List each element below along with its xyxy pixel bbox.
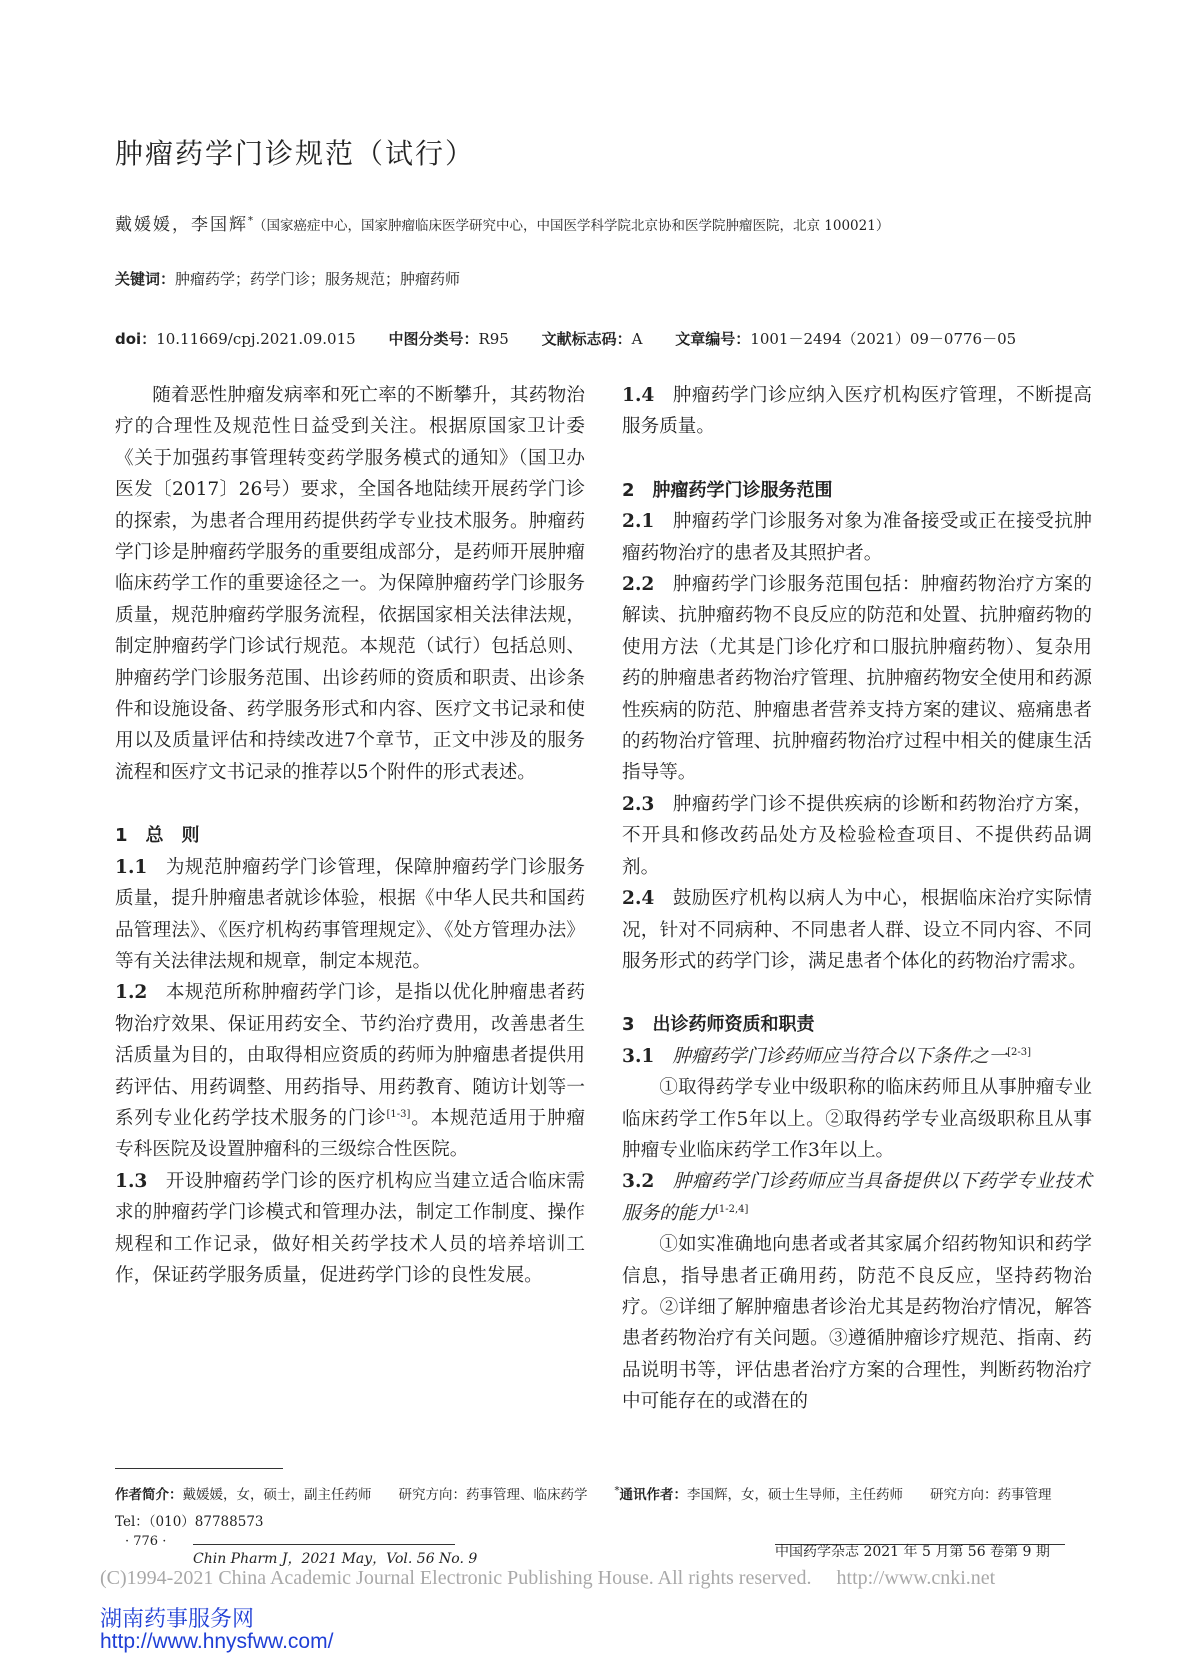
clause-lead: 肿瘤药学门诊药师应当具备提供以下药学专业技术服务的能力 [622, 1171, 1092, 1224]
clause-number: 3.1 [622, 1045, 655, 1067]
footnote-rule [115, 1468, 283, 1469]
site-url-link[interactable]: http://www.hnysfww.com/ [100, 1630, 334, 1653]
clause-text: 为规范肿瘤药学门诊管理，保障肿瘤药学门诊服务质量，提升肿瘤患者就诊体验，根据《中华人民共和国药品管理法》、《医疗机构药事管理规定》、《处方管理办法》等有关法律法规和规章，制定本规范。 [115, 856, 585, 972]
doi-label: doi： [115, 330, 157, 348]
keywords-label: 关键词： [115, 270, 176, 288]
clause-number: 3.2 [622, 1171, 655, 1193]
section-title: 肿瘤药学门诊服务范围 [652, 479, 833, 501]
article-value: 1001－2494（2021）09－0776－05 [750, 330, 1017, 348]
clause-2-1 [622, 506, 1092, 569]
section-number: 3 [622, 1014, 635, 1036]
doi-value: 10.11669/cpj.2021.09.015 [156, 330, 356, 348]
citation: [1-3] [386, 1108, 411, 1120]
author-footnote [115, 1482, 1090, 1536]
clause-number: 2.4 [622, 888, 655, 910]
clause-2-2 [622, 569, 1092, 789]
clause-text: 肿瘤药学门诊不提供疾病的诊断和药物治疗方案，不开具和修改药品处方及检验检查项目、不提供药品调剂。 [622, 793, 1092, 878]
clause-2-4 [622, 883, 1092, 977]
left-column [115, 380, 585, 1291]
article-title: 肿瘤药学门诊规范（试行） [115, 137, 476, 170]
author-line [115, 210, 889, 235]
clause-number: 1.1 [115, 856, 148, 878]
clause-1-1 [115, 852, 585, 978]
clause-text: 肿瘤药学门诊服务范围包括：肿瘤药物治疗方案的解读、抗肿瘤药物不良反应的防范和处置、抗肿瘤药物的使用方法（尤其是门诊化疗和口服抗肿瘤药物）、复杂用药的肿瘤患者药物治疗管理、抗肿瘤药物安全使用和药源性疾病的防范、肿瘤患者营养支持方案的建议、癌痛患者的药物治疗管理、抗肿瘤药物治疗过程中相关的健康生活指导等。 [622, 574, 1092, 784]
article-number [675, 330, 1016, 348]
clause-3-2-body: ①如实准确地向患者或者其家属介绍药物知识和药学信息，指导患者正确用药，防范不良反应，坚持药物治疗。②详细了解肿瘤患者诊治尤其是药物治疗情况，解答患者药物治疗有关问题。③遵循肿瘤诊疗规范、指南、药品说明书等，评估患者治疗方案的合理性，判断药物治疗中可能存在的或潜在的 [622, 1234, 1092, 1413]
clause-number: 2.3 [622, 793, 655, 815]
intro-paragraph: 随着恶性肿瘤发病率和死亡率的不断攀升，其药物治疗的合理性及规范性日益受到关注。根据原国家卫计委《关于加强药事管理转变药学服务模式的通知》（国卫办医发〔2017〕26号）要求，全国各地陆续开展药学门诊的探索，为患者合理用药提供药学专业技术服务。肿瘤药学门诊是肿瘤药学服务的重要组成部分，是药师开展肿瘤临床药学工作的重要途径之一。为保障肿瘤药学门诊服务质量，规范肿瘤药学服务流程，依据国家相关法律法规，制定肿瘤药学门诊试行规范。本规范（试行）包括总则、肿瘤药学门诊服务范围、出诊药师的资质和职责、出诊条件和设施设备、药学服务形式和内容、医疗文书记录和使用以及质量评估和持续改进7个章节，正文中涉及的服务流程和医疗文书记录的推荐以5个附件的形式表述。 [115, 385, 585, 783]
clause-text: 开设肿瘤药学门诊的医疗机构应当建立适合临床需求的肿瘤药学门诊模式和管理办法，制定工作制度、操作规程和工作记录，做好相关药学技术人员的培养培训工作，保证药学服务质量，促进药学门诊的良性发展。 [115, 1170, 585, 1286]
section-title: 出诊药师资质和职责 [652, 1014, 815, 1036]
journal-citation-en: Chin Pharm J，2021 May，Vol. 56 No. 9 [193, 1551, 478, 1567]
citation: [1-2,4] [714, 1203, 749, 1215]
clause-1-2 [115, 977, 585, 1165]
clause-text: 鼓励医疗机构以病人为中心，根据临床治疗实际情况，针对不同病种、不同患者人群、设立不同内容、不同服务形式的药学门诊，满足患者个体化的药物治疗需求。 [622, 888, 1092, 972]
section-2-heading [622, 475, 1092, 506]
clause-3-2 [622, 1166, 1092, 1229]
footnote-star: * [614, 1485, 620, 1497]
clause-1-3 [115, 1166, 585, 1292]
clause-number: 1.2 [115, 982, 148, 1004]
corresponding-mark: * [248, 215, 253, 227]
citation: [2-3] [1007, 1046, 1031, 1058]
section-title: 总 则 [145, 825, 200, 847]
page-number: · 776 · [125, 1534, 167, 1549]
footnote-corr: 李国辉，女，硕士生导师，主任药师 研究方向：药事管理 Tel：（010）87788573 [115, 1487, 1079, 1530]
author-affiliation: （国家癌症中心，国家肿瘤临床医学研究中心，中国医学科学院北京协和医学院肿瘤医院，北京 100021） [253, 218, 890, 234]
footnote-intro: 戴媛媛，女，硕士，副主任药师 研究方向：药事管理、临床药学 [182, 1487, 615, 1503]
footnote-corr-label: 通讯作者： [619, 1487, 687, 1503]
clause-number: 2.2 [622, 574, 655, 596]
clc-value: R95 [478, 330, 509, 348]
doi [115, 330, 356, 348]
clc-label: 中图分类号： [388, 330, 479, 348]
clause-text: 肿瘤药学门诊服务对象为准备接受或正在接受抗肿瘤药物治疗的患者及其照护者。 [622, 511, 1092, 564]
right-column [622, 380, 1092, 1418]
copyright-watermark: (C)1994-2021 China Academic Journal Electronic Publishing House. All rights reserved. http://www.cnki.net [100, 1567, 996, 1589]
clause-number: 1.3 [115, 1170, 148, 1192]
article-label: 文章编号： [675, 330, 751, 348]
section-number: 1 [115, 825, 128, 847]
section-1-heading [115, 820, 585, 851]
keywords-text: 肿瘤药学；药学门诊；服务规范；肿瘤药师 [175, 270, 461, 288]
article-meta [115, 328, 1044, 349]
doccode-value: A [631, 330, 643, 348]
footnote-intro-label: 作者简介： [115, 1487, 183, 1503]
keywords [115, 268, 460, 289]
clc [388, 330, 508, 348]
clause-3-1 [622, 1041, 1092, 1072]
doc-code [542, 330, 643, 348]
site-name-link[interactable]: 湖南药事服务网 [100, 1607, 255, 1632]
clause-text: 本规范所称肿瘤药学门诊，是指以优化肿瘤患者药物治疗效果、保证用药安全、节约治疗费用，改善患者生活质量为目的，由取得相应资质的药师为肿瘤患者提供用药评估、用药调整、用药指导、用药教育、随访计划等一系列专业化药学技术服务的门诊 [115, 982, 585, 1129]
footer-rule-left [193, 1544, 455, 1545]
journal-citation-cn: 中国药学杂志 2021 年 5 月第 56 卷第 9 期 [775, 1544, 1050, 1560]
clause-2-3 [622, 789, 1092, 883]
section-number: 2 [622, 479, 635, 501]
clause-1-4 [622, 380, 1092, 443]
clause-text: 肿瘤药学门诊应纳入医疗机构医疗管理，不断提高服务质量。 [622, 385, 1092, 438]
author-names: 戴媛媛，李国辉 [115, 215, 248, 235]
clause-3-1-body: ①取得药学专业中级职称的临床药师且从事肿瘤专业临床药学工作5年以上。②取得药学专业高级职称且从事肿瘤专业临床药学工作3年以上。 [622, 1077, 1092, 1161]
clause-number: 2.1 [622, 511, 655, 533]
clause-lead: 肿瘤药学门诊药师应当符合以下条件之一 [672, 1045, 1008, 1067]
clause-text-tail: 。本规范适用于肿瘤专科医院及设置肿瘤科的三级综合性医院。 [115, 1107, 585, 1161]
doccode-label: 文献标志码： [541, 330, 632, 348]
section-3-heading [622, 1009, 1092, 1040]
clause-number: 1.4 [622, 385, 655, 406]
